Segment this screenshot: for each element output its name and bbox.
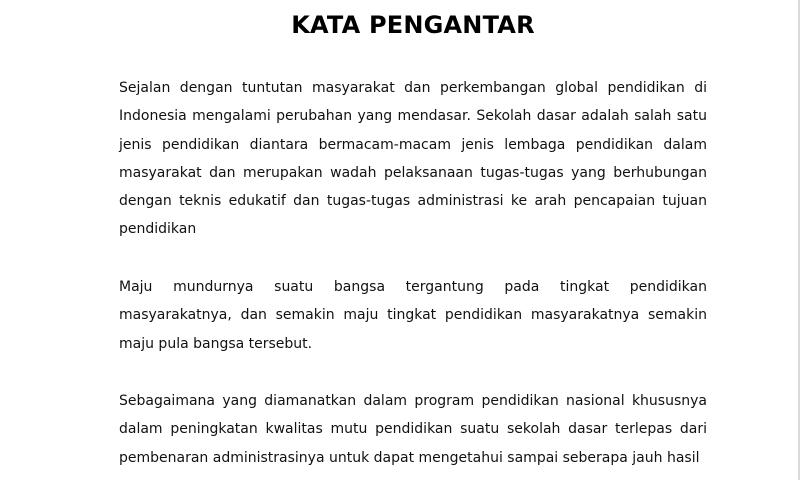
paragraph-education-program: Sebagaimana yang diamanatkan dalam program pendidikan nasional khususnya dalam peningkatan kwalitas mutu pendidikan suatu sekolah dasar terlepas dari pembenaran administrasinya untuk dapat mengetahui sampai seberapa jauh hasil <box>119 393 707 466</box>
paragraph-introduction: Sejalan dengan tuntutan masyarakat dan perkembangan global pendidikan di Indonesia mengalami perubahan yang mendasar. Sekolah dasar adalah salah satu jenis pendidikan diantara bermacam-macam jenis lembaga pendidikan dalam masyarakat dan merupakan wadah pelaksanaan tugas-tugas yang berhubungan dengan teknis edukatif dan tugas-tugas administrasi ke arah pencapaian tujuan pendidikan <box>119 80 707 238</box>
page-title: KATA PENGANTAR <box>291 11 535 39</box>
paragraph-national-progress: Maju mundurnya suatu bangsa tergantung pada tingkat pendidikan masyarakatnya, dan semakin maju tingkat pendidikan masyarakatnya semakin maju pula bangsa tersebut. <box>119 279 707 352</box>
